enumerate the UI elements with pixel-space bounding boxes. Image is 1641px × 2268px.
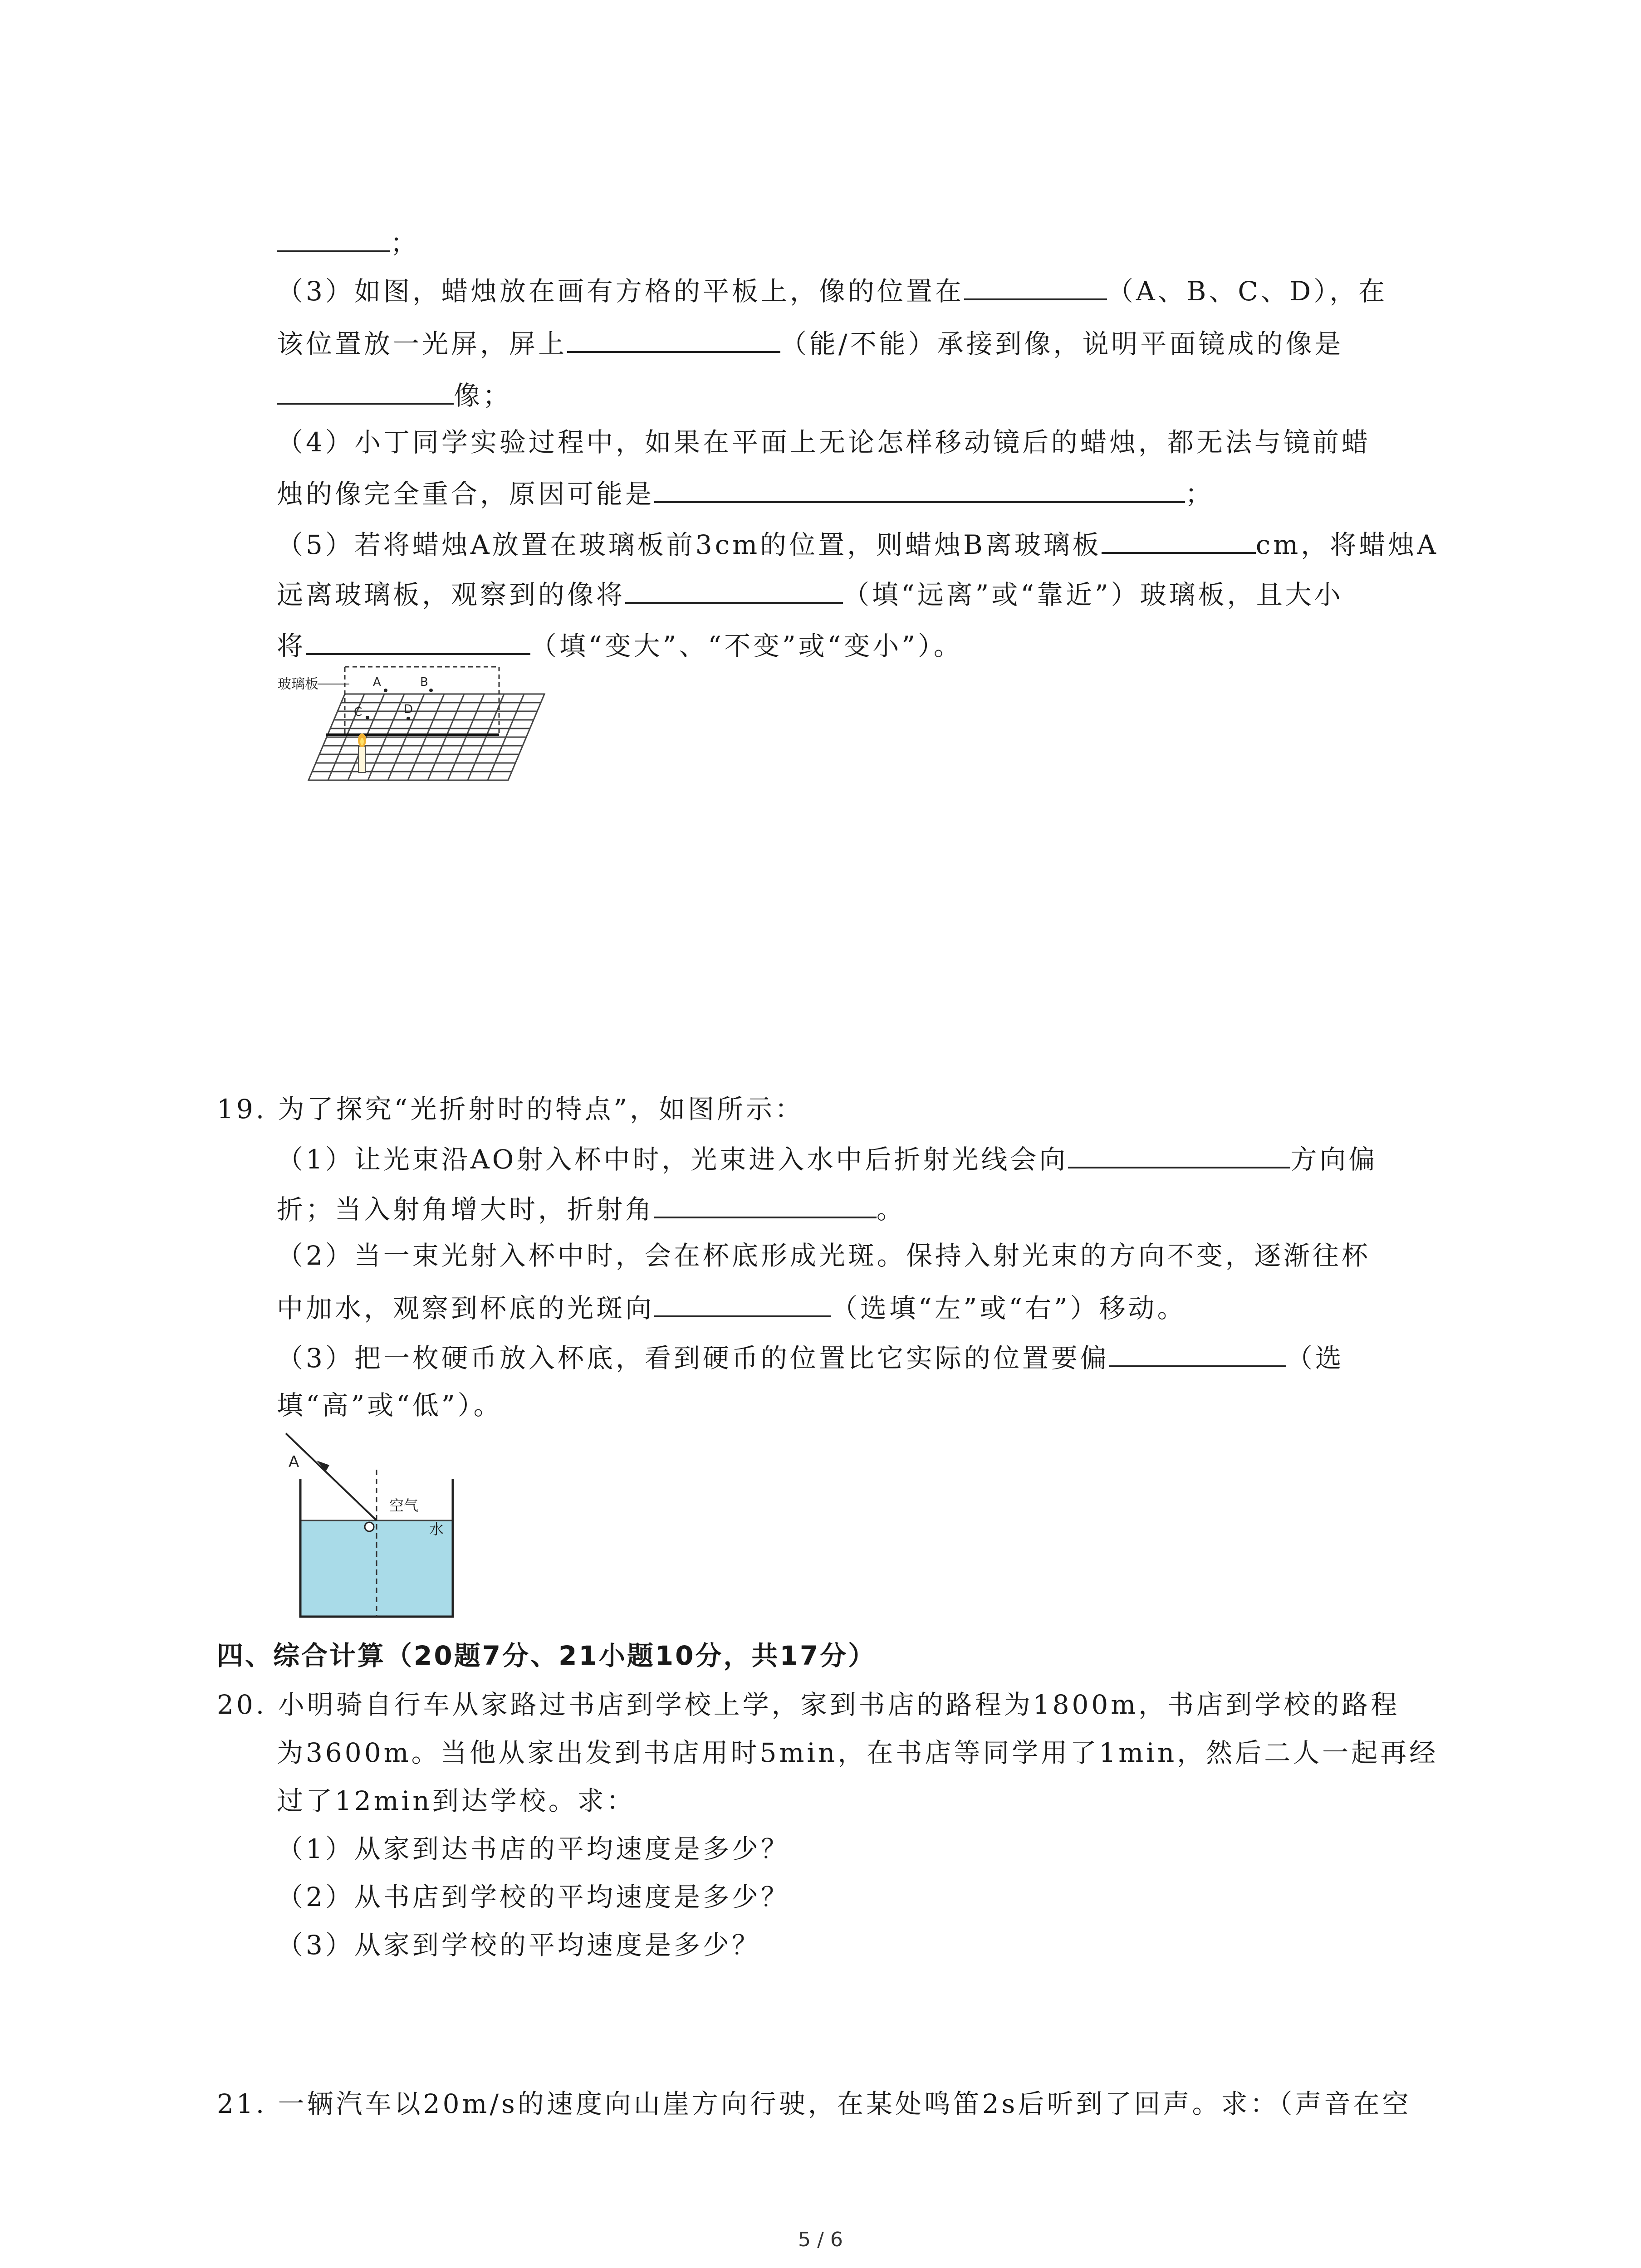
point-a xyxy=(384,689,387,692)
point-b-label: B xyxy=(420,675,428,689)
q18-line-5: 烛的像完全重合，原因可能是 ； xyxy=(277,473,1214,512)
q18-line-4: （4）小丁同学实验过程中，如果在平面上无论怎样移动镜后的蜡烛，都无法与镜前蜡 xyxy=(277,427,1371,458)
refraction-cup-figure xyxy=(272,1429,463,1619)
point-o xyxy=(365,1522,374,1531)
q20-line-5: （3）从家到学校的平均速度是多少？ xyxy=(277,1930,761,1960)
answer-blank[interactable] xyxy=(625,574,843,604)
q19-line-0: 19. 为了探究“光折射时的特点”，如图所示： xyxy=(217,1094,804,1124)
candle-icon xyxy=(358,733,366,772)
q21-line-0: 21. 一辆汽车以20m/s的速度向山崖方向行驶，在某处鸣笛2s后听到了回声。求：（声音在空 xyxy=(217,2088,1411,2119)
q18-line-0: ； xyxy=(277,222,419,261)
answer-blank[interactable] xyxy=(964,270,1107,300)
point-d-label: D xyxy=(404,703,413,716)
q18-line-6: （5）若将蜡烛A放置在玻璃板前3cm的位置，则蜡烛B离玻璃板 cm，将蜡烛A xyxy=(277,524,1439,563)
q18-line-1: （3）如图，蜡烛放在画有方格的平板上，像的位置在 （A、B、C、D），在 xyxy=(277,270,1387,309)
q20-line-4: （2）从书店到学校的平均速度是多少？ xyxy=(277,1882,790,1912)
answer-blank[interactable] xyxy=(1068,1139,1290,1168)
answer-blank[interactable] xyxy=(277,375,454,405)
point-b xyxy=(429,689,433,692)
answer-blank[interactable] xyxy=(567,323,780,353)
grid-board xyxy=(309,694,544,780)
q19-line-5: （3）把一枚硬币放入杯底，看到硬币的位置比它实际的位置要偏 （选 xyxy=(277,1337,1344,1376)
label-a: A xyxy=(289,1453,299,1471)
answer-blank[interactable] xyxy=(654,1287,831,1317)
q19-line-1: （1）让光束沿AO射入杯中时，光束进入水中后折射光线会向 方向偏 xyxy=(277,1139,1377,1178)
point-a-label: A xyxy=(373,675,381,689)
q19-line-6: 填“高”或“低”）。 xyxy=(277,1390,503,1421)
q19-line-4: 中加水，观察到杯底的光斑向 （选填“左”或“右”）移动。 xyxy=(277,1287,1186,1326)
point-c xyxy=(366,716,369,719)
q20-line-2: 过了12min到达学校。求： xyxy=(277,1785,636,1816)
q20-line-3: （1）从家到达书店的平均速度是多少？ xyxy=(277,1833,790,1864)
q19-line-2: 折；当入射角增大时，折射角 。 xyxy=(277,1188,906,1227)
answer-blank[interactable] xyxy=(654,473,1185,503)
page-number: 5 / 6 xyxy=(798,2228,843,2251)
q19-line-3: （2）当一束光射入杯中时，会在杯底形成光斑。保持入射光束的方向不变，逐渐往杯 xyxy=(277,1240,1371,1271)
label-water: 水 xyxy=(429,1520,444,1538)
q18-line-3: 像； xyxy=(277,375,512,414)
section-heading: 四、综合计算（20题7分、21小题10分，共17分） xyxy=(217,1640,877,1671)
glass-label: 玻璃板 xyxy=(278,676,318,692)
point-c-label: C xyxy=(354,705,362,719)
answer-blank[interactable] xyxy=(277,222,390,252)
q18-line-8: 将 （填“变大”、“不变”或“变小”）。 xyxy=(277,625,963,664)
q18-line-7: 远离玻璃板，观察到的像将 （填“远离”或“靠近”）玻璃板，且大小 xyxy=(277,574,1343,613)
answer-blank[interactable] xyxy=(1102,524,1256,554)
q20-line-1: 为3600m。当他从家出发到书店用时5min，在书店等同学用了1min，然后二人一起再经 xyxy=(277,1737,1439,1768)
q20-line-0: 20. 小明骑自行车从家路过书店到学校上学，家到书店的路程为1800m，书店到学校的路程 xyxy=(217,1689,1400,1720)
q18-line-2: 该位置放一光屏，屏上 （能/不能）承接到像，说明平面镜成的像是 xyxy=(277,323,1344,362)
answer-blank[interactable] xyxy=(306,625,530,655)
point-d xyxy=(407,717,410,720)
answer-blank[interactable] xyxy=(1109,1337,1286,1367)
answer-blank[interactable] xyxy=(654,1188,877,1218)
plane-mirror-grid-figure xyxy=(272,662,554,798)
label-air: 空气 xyxy=(389,1497,419,1514)
